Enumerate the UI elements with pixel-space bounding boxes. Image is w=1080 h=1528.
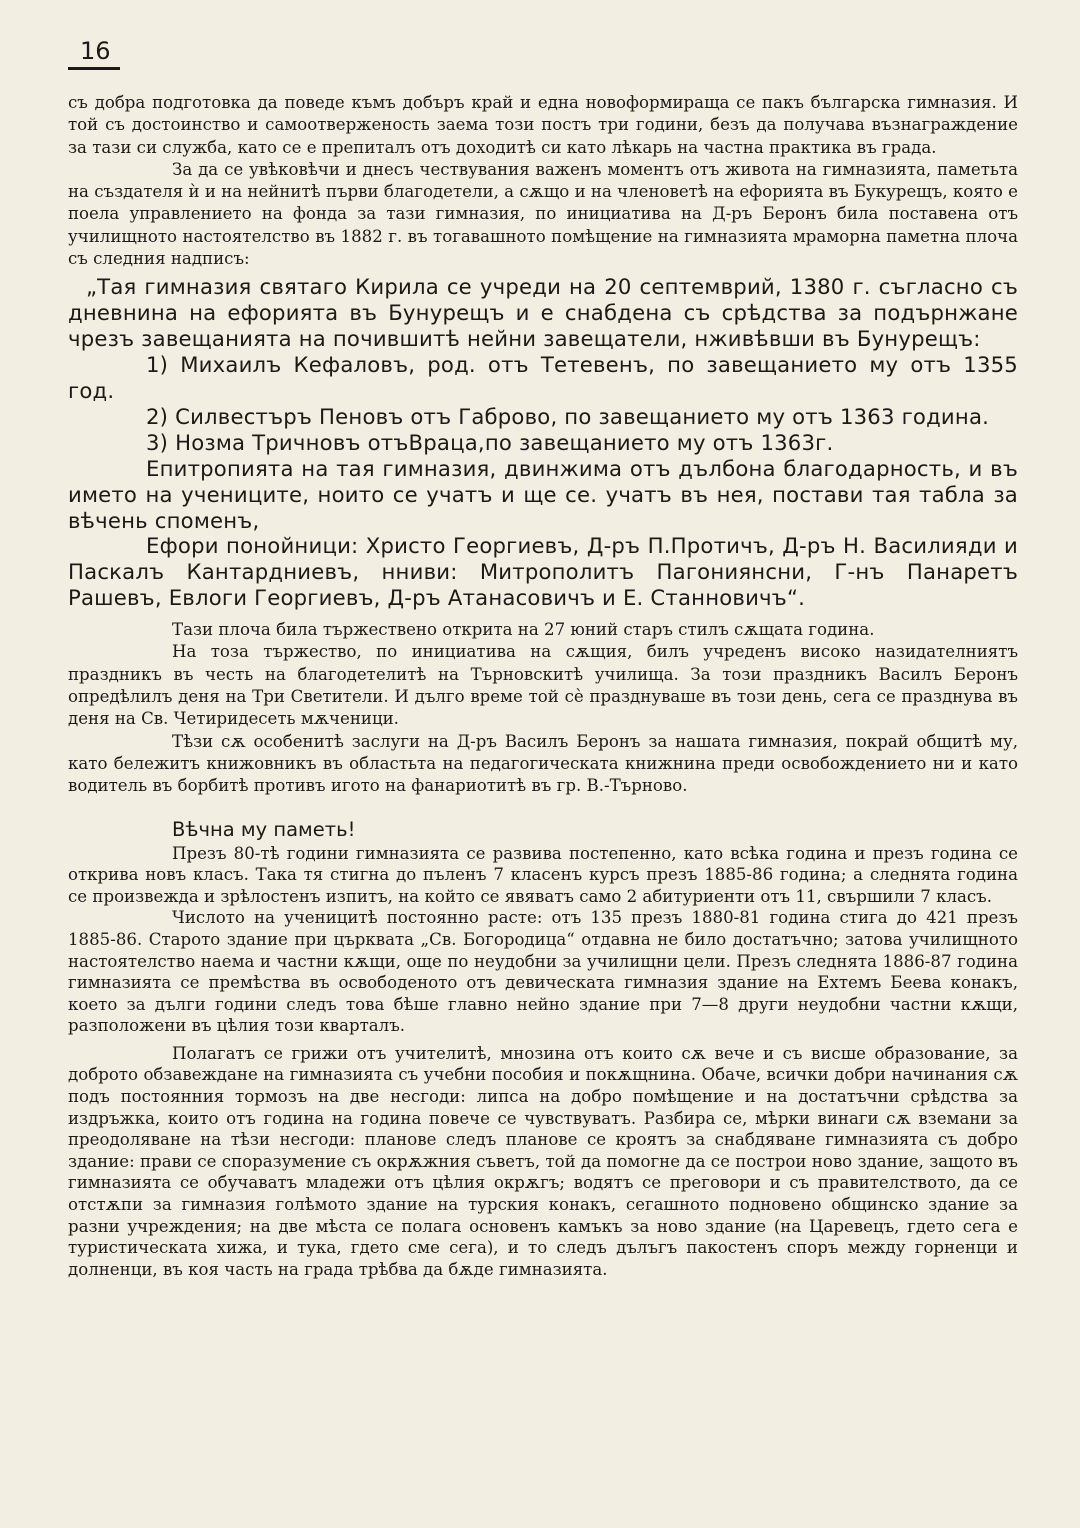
inscription-opening: „Тая гимназия святаго Кирила се учреди на 20 септемврий, 1380 г. съгласно съ дневнина на ефорията въ Бунурещъ и е снабдена съ срѣдства за подърнжане чрезъ завещанията на почившитѣ нейни завещатели, нживѣвши въ Бунурещъ: bbox=[68, 274, 1018, 352]
page-number: 16 bbox=[80, 37, 111, 65]
paragraph-beron-merits: Тѣзи сѫ особенитѣ заслуги на Д-ръ Василъ Беронъ за нашата гимназия, покрай общитѣ му, като бележитъ книжовникъ въ областьта на педагогическата книжнина преди освобождението ни и като водитель въ борбитѣ противъ игото на фанариотитѣ въ гр. В.-Търново. bbox=[68, 731, 1018, 796]
inscription-dedication: Епитропията на тая гимназия, двинжима отъ дълбона благодарность, и въ името на учениците, ноито се учатъ и ще се. учатъ въ нея, постави тая табла за вѣчень споменъ, bbox=[68, 455, 1018, 533]
paragraph-building-efforts: Полагатъ се грижи отъ учителитѣ, мнозина отъ които сѫ вече и съ висше образование, за доброто обзавеждане на гимназията съ учебни пособия и покѫщнина. Обаче, всички добри начинания сѫ подъ постоянния тормозъ на две несгоди: липса на добро помѣщение и на достатъчни срѣдства за издръжка, които отъ година на година повече се чувствуватъ. Разбира се, мѣрки винаги сѫ вземани за преодоляване на тѣзи несгоди: планове следъ планове се кроятъ за снабдяване гимназията съ добро здание: прави се споразумение съ окрѫжния съветъ, той да помогне да се построи ново здание, защото въ гимназията се обучаватъ младежи отъ цѣлия окрѫгъ; водятъ се преговори и съ правителството, да се отстѫпи за гимназия голѣмото здание на турския конакъ, сегашното подновено общинско здание за разни учреждения; на две мѣста се полага основенъ камъкъ за ново здание (на Царевецъ, гдето сега е туристическата хижа, и тука, гдето сме сега), и то следъ дълъгъ пакостенъ споръ между горненци и долненци, въ коя часть на града трѣбва да бѫде гимназията. bbox=[68, 1043, 1018, 1279]
paragraph-continuation: съ добра подготовка да поведе къмъ добъръ край и една новоформираща се пакъ българска гимназия. И той съ достоинство и самоотверженость заема този постъ три години, безъ да получава възнаграждение за тази си служба, като се е препиталъ отъ доходитѣ си като лѣкарь на частна практика въ града. bbox=[68, 93, 1018, 157]
paragraph-plaque-unveiling: Тази плоча била тържествено открита на 27 юний старъ стилъ сѫщата година. bbox=[172, 620, 875, 640]
inscription-benefactor-3: 3) Нозма Тричновъ отъВраца,по завещанието му отъ 1363г. bbox=[146, 429, 834, 455]
paragraph-student-numbers: Числото на ученицитѣ постоянно расте: отъ 135 презъ 1880-81 година стига до 421 презъ 1885-86. Старото здание при църквата „Св. Богородица“ отдавна не било достатъчно; затова училищното настоятелство наема и частни кѫщи, още по неудобни за училищни цели. Презъ следнята 1886-87 година гимназията се премѣства въ освободеното отъ девическата гимназия здание на Ехтемъ Беева конакъ, което за дълги години следъ това бѣше главно нейно здание при 7—8 други неудобни частни кѫщи, разположени въ цѣлия този кварталъ. bbox=[68, 908, 1018, 1036]
page-body bbox=[68, 92, 1018, 1280]
inscription-benefactor-1: 1) Михаилъ Кефаловъ, род. отъ Тетевенъ, по завещанието му отъ 1355 год. bbox=[68, 352, 1018, 403]
page-number-rule bbox=[68, 67, 120, 70]
inscription-ephors: Ефори понойници: Христо Георгиевъ, Д-ръ П.Протичъ, Д-ръ Н. Василияди и Паскалъ Кантардниевъ, нниви: Митрополитъ Пагониянсни, Г-нъ Панаретъ Рашевъ, Евлоги Георгиевъ, Д-ръ Атанасовичъ и Е. Станновичъ“. bbox=[68, 533, 1018, 611]
paragraph-holiday: На тоза тържество, по инициатива на сѫщия, билъ учреденъ високо назидателниятъ праздникъ въ честь на благодетелитѣ на Търновскитѣ училища. За този праздникъ Василъ Беронъ опредѣлилъ деня на Три Светители. И дълго време той сѐ празднуваше въ този день, сега се празднува въ деня на Св. Четиридесеть мѫченици. bbox=[68, 642, 1018, 729]
memorial-line: Вѣчна му паметь! bbox=[172, 817, 356, 841]
paragraph-growth-80s: Презъ 80-тѣ години гимназията се развива постепенно, като всѣка година и презъ година се открива новъ класъ. Така тя стигна до пъленъ 7 класенъ курсъ презъ 1885-86 година; а следнята година се произвежда и зрѣлостенъ изпитъ, на който се явяватъ само 2 абитуриенти отъ 11, свършили 7 класъ. bbox=[68, 843, 1018, 906]
inscription-benefactor-2: 2) Силвестъръ Пеновъ отъ Габрово, по завещанието му отъ 1363 година. bbox=[146, 403, 990, 429]
plaque-inscription bbox=[68, 270, 1018, 619]
paragraph-memorial-plaque-intro: За да се увѣковѣчи и днесъ чествувания важенъ моментъ отъ живота на гимназията, паметьта на създателя ѝ и на нейнитѣ първи благодетели, а сѫщо и на членоветѣ на ефорията въ Букурещъ, която е поела управлението на фонда за тази гимназия, по инициатива на Д-ръ Беронъ била поставена отъ училищното настоятелство въ 1882 г. въ тогавашното помѣщение на гимназията мраморна паметна плоча съ следния надписъ: bbox=[68, 159, 1019, 269]
